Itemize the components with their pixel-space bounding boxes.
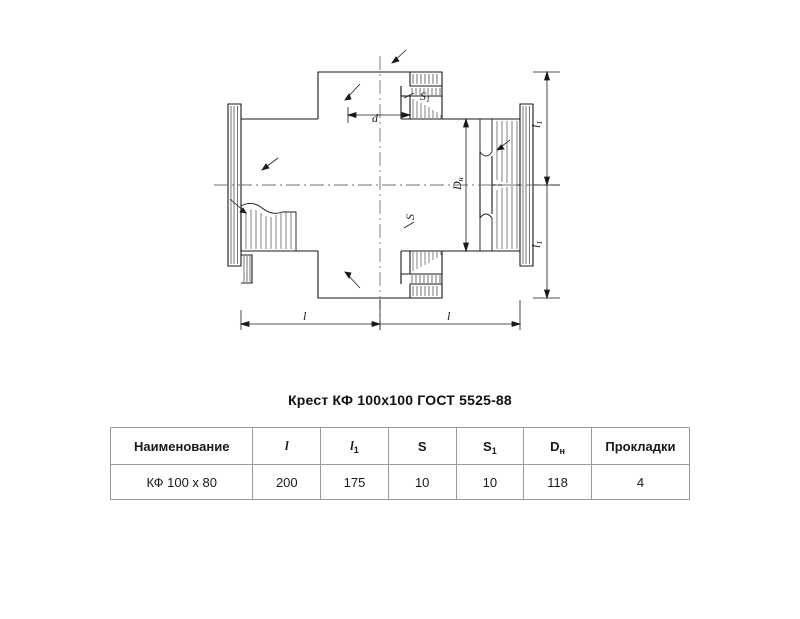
cell-l: 200 [253, 465, 321, 500]
leader-right-break [497, 140, 510, 150]
header-s1: $S_1$ [456, 428, 524, 465]
label-s1: S1 [420, 89, 430, 104]
leader-bottom-branch [345, 272, 360, 288]
header-l1: $l_1$ [321, 428, 389, 465]
label-d: d [372, 111, 378, 125]
drawing-caption: Крест КФ 100х100 ГОСТ 5525-88 [288, 392, 512, 408]
leader-left-lower [230, 199, 246, 213]
break-line-lower [480, 214, 492, 251]
header-dn: $D_н$ [524, 428, 592, 465]
dim-l-left [241, 300, 380, 330]
cell-dn: 118 [524, 465, 592, 500]
cell-gaskets: 4 [591, 465, 689, 500]
bottom-flange-boss [410, 274, 442, 284]
leader-left-flange [262, 158, 278, 170]
table-header-row [111, 428, 690, 465]
top-branch-left-wall [318, 72, 410, 86]
header-name: Наименование [111, 428, 253, 465]
bottom-branch-inner [401, 274, 430, 284]
leader-top-branch [345, 84, 360, 100]
break-line-upper [480, 119, 492, 156]
left-flange-boss [241, 255, 252, 283]
cell-l1: 175 [321, 465, 389, 500]
label-l-left: l [303, 309, 307, 323]
label-l1-upper: l1 [529, 120, 544, 128]
table-row [111, 465, 690, 500]
cell-s1: 10 [456, 465, 524, 500]
label-dn: Dн [450, 177, 465, 190]
bottom-branch-left-wall [318, 284, 410, 298]
label-l1-lower: l1 [529, 240, 544, 248]
header-s: S [388, 428, 456, 465]
label-s: S [403, 214, 417, 220]
specification-table-wrap [110, 427, 690, 500]
cell-s: 10 [388, 465, 456, 500]
header-l: l [253, 428, 321, 465]
leader-top-flange-upper [392, 50, 406, 63]
break-line-left [241, 203, 296, 251]
leader-s [404, 222, 414, 228]
cell-name: КФ 100 х 80 [111, 465, 253, 500]
specification-table [110, 427, 690, 500]
label-l-right: l [447, 309, 451, 323]
header-gaskets: Прокладки [591, 428, 689, 465]
